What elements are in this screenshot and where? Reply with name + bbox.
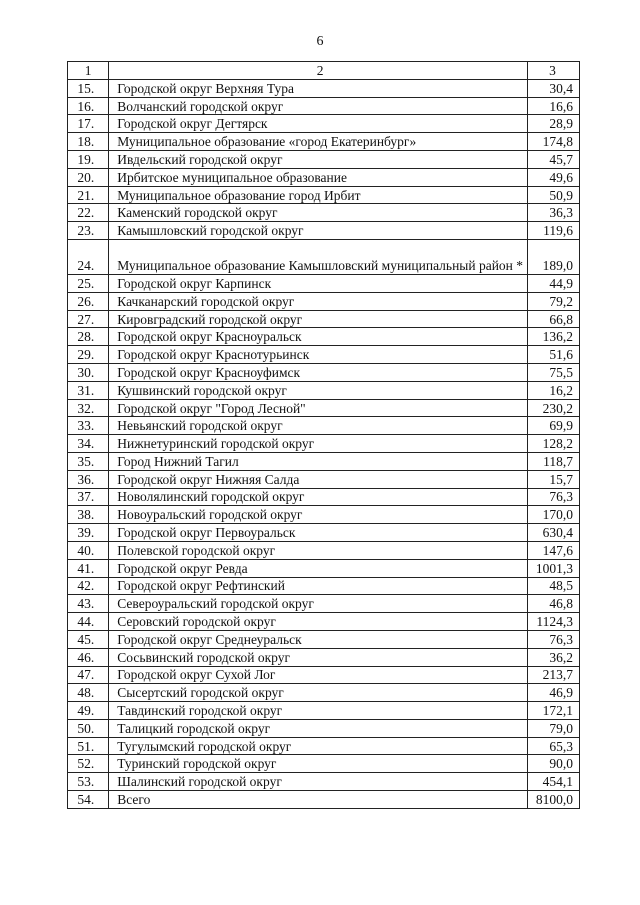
table-row: [68, 506, 580, 524]
row-name: Каменский городской округ: [109, 204, 528, 222]
row-value: 50,9: [528, 186, 580, 204]
table-row: [68, 133, 580, 151]
row-name: Новоуральский городской округ: [109, 506, 528, 524]
table-row: [68, 399, 580, 417]
row-value: 630,4: [528, 524, 580, 542]
row-number: 47.: [68, 666, 109, 684]
table-row: [68, 613, 580, 631]
table-row: [68, 737, 580, 755]
row-value: 15,7: [528, 470, 580, 488]
table-row: [68, 470, 580, 488]
row-number: 46.: [68, 648, 109, 666]
row-number: 50.: [68, 719, 109, 737]
table-row: [68, 292, 580, 310]
row-value: 76,3: [528, 630, 580, 648]
row-value: 51,6: [528, 346, 580, 364]
row-number: 52.: [68, 755, 109, 773]
row-name: Ирбитское муниципальное образование: [109, 168, 528, 186]
row-name: Сосьвинский городской округ: [109, 648, 528, 666]
row-value: 1124,3: [528, 613, 580, 631]
table-row: [68, 488, 580, 506]
row-number: 32.: [68, 399, 109, 417]
row-number: 26.: [68, 292, 109, 310]
table-row: [68, 79, 580, 97]
row-name: Кушвинский городской округ: [109, 381, 528, 399]
table-row: [68, 186, 580, 204]
table-row: [68, 168, 580, 186]
row-name: Серовский городской округ: [109, 613, 528, 631]
row-name: Городской округ Карпинск: [109, 274, 528, 292]
table-row: [68, 115, 580, 133]
row-value: 8100,0: [528, 791, 580, 809]
row-value: 174,8: [528, 133, 580, 151]
table-row: [68, 630, 580, 648]
row-name: Городской округ Среднеуральск: [109, 630, 528, 648]
row-value: 16,2: [528, 381, 580, 399]
row-name: Кировградский городской округ: [109, 310, 528, 328]
row-value: 65,3: [528, 737, 580, 755]
row-value: 79,0: [528, 719, 580, 737]
row-number: 25.: [68, 274, 109, 292]
row-value: 28,9: [528, 115, 580, 133]
row-name: Городской округ "Город Лесной": [109, 399, 528, 417]
table-row: [68, 363, 580, 381]
row-name: Североуральский городской округ: [109, 595, 528, 613]
row-number: 48.: [68, 684, 109, 702]
row-name: Новолялинский городской округ: [109, 488, 528, 506]
row-value: 44,9: [528, 274, 580, 292]
row-value: 76,3: [528, 488, 580, 506]
row-name: Волчанский городской округ: [109, 97, 528, 115]
row-value: 36,2: [528, 648, 580, 666]
row-name: Невьянский городской округ: [109, 417, 528, 435]
row-name: Муниципальное образование Камышловский муниципальный район *: [109, 239, 528, 274]
table-row: [68, 310, 580, 328]
header-col-2: 2: [109, 62, 528, 80]
table-row: [68, 435, 580, 453]
row-number: 35.: [68, 452, 109, 470]
row-number: 27.: [68, 310, 109, 328]
table-row: [68, 666, 580, 684]
table-body: [68, 79, 580, 808]
row-name: Городской округ Нижняя Салда: [109, 470, 528, 488]
row-value: 90,0: [528, 755, 580, 773]
row-number: 21.: [68, 186, 109, 204]
row-name: Городской округ Ревда: [109, 559, 528, 577]
row-number: 31.: [68, 381, 109, 399]
row-name: Городской округ Красноуральск: [109, 328, 528, 346]
table-row: [68, 452, 580, 470]
page-number: 6: [316, 34, 324, 49]
table-row: [68, 684, 580, 702]
row-name: Туринский городской округ: [109, 755, 528, 773]
row-number: 45.: [68, 630, 109, 648]
table-row: [68, 204, 580, 222]
table-row: [68, 222, 580, 240]
row-number: 16.: [68, 97, 109, 115]
row-number: 51.: [68, 737, 109, 755]
row-value: 1001,3: [528, 559, 580, 577]
row-value: 172,1: [528, 702, 580, 720]
row-number: 34.: [68, 435, 109, 453]
table-row: [68, 577, 580, 595]
table-header: [68, 62, 580, 80]
row-value: 119,6: [528, 222, 580, 240]
row-number: 33.: [68, 417, 109, 435]
row-value: 136,2: [528, 328, 580, 346]
table-row: [68, 417, 580, 435]
row-number: 28.: [68, 328, 109, 346]
table-row: [68, 773, 580, 791]
row-name: Камышловский городской округ: [109, 222, 528, 240]
row-name: Муниципальное образование «город Екатеринбург»: [109, 133, 528, 151]
row-number: 44.: [68, 613, 109, 631]
row-value: 49,6: [528, 168, 580, 186]
table-row: [68, 274, 580, 292]
row-number: 37.: [68, 488, 109, 506]
row-number: 41.: [68, 559, 109, 577]
row-number: 38.: [68, 506, 109, 524]
table-row: [68, 524, 580, 542]
table-row: [68, 755, 580, 773]
row-name: Шалинский городской округ: [109, 773, 528, 791]
row-number: 39.: [68, 524, 109, 542]
row-number: 17.: [68, 115, 109, 133]
row-name: Городской округ Сухой Лог: [109, 666, 528, 684]
table-row: [68, 328, 580, 346]
row-value: 48,5: [528, 577, 580, 595]
row-name: Городской округ Первоуральск: [109, 524, 528, 542]
row-number: 49.: [68, 702, 109, 720]
row-number: 42.: [68, 577, 109, 595]
row-value: 36,3: [528, 204, 580, 222]
row-name: Всего: [109, 791, 528, 809]
row-value: 46,8: [528, 595, 580, 613]
table-row: [68, 97, 580, 115]
row-name: Тугулымский городской округ: [109, 737, 528, 755]
row-number: 22.: [68, 204, 109, 222]
header-col-3: 3: [528, 62, 580, 80]
header-row: [68, 62, 580, 80]
row-number: 43.: [68, 595, 109, 613]
row-name: Качканарский городской округ: [109, 292, 528, 310]
row-value: 46,9: [528, 684, 580, 702]
table-row: [68, 239, 580, 274]
table-row: [68, 150, 580, 168]
table-row: [68, 381, 580, 399]
row-number: 30.: [68, 363, 109, 381]
row-value: 45,7: [528, 150, 580, 168]
table-row: [68, 702, 580, 720]
row-value: 213,7: [528, 666, 580, 684]
row-name: Муниципальное образование город Ирбит: [109, 186, 528, 204]
row-number: 36.: [68, 470, 109, 488]
row-number: 19.: [68, 150, 109, 168]
row-number: 40.: [68, 541, 109, 559]
header-col-1: 1: [68, 62, 109, 80]
row-name: Городской округ Дегтярск: [109, 115, 528, 133]
row-name: Сысертский городской округ: [109, 684, 528, 702]
row-number: 54.: [68, 791, 109, 809]
row-number: 20.: [68, 168, 109, 186]
row-name: Городской округ Краснотурьинск: [109, 346, 528, 364]
row-number: 24.: [68, 239, 109, 274]
row-name: Городской округ Рефтинский: [109, 577, 528, 595]
row-name: Ивдельский городской округ: [109, 150, 528, 168]
table-row: [68, 346, 580, 364]
table-row: [68, 595, 580, 613]
row-name: Талицкий городской округ: [109, 719, 528, 737]
row-value: 66,8: [528, 310, 580, 328]
row-value: 454,1: [528, 773, 580, 791]
row-value: 30,4: [528, 79, 580, 97]
row-value: 16,6: [528, 97, 580, 115]
row-value: 75,5: [528, 363, 580, 381]
row-name: Городской округ Верхняя Тура: [109, 79, 528, 97]
row-value: 170,0: [528, 506, 580, 524]
row-value: 69,9: [528, 417, 580, 435]
row-number: 18.: [68, 133, 109, 151]
table-row: [68, 559, 580, 577]
row-name: Городской округ Красноуфимск: [109, 363, 528, 381]
row-name: Полевской городской округ: [109, 541, 528, 559]
row-value: 230,2: [528, 399, 580, 417]
data-table: [67, 61, 580, 809]
row-value: 147,6: [528, 541, 580, 559]
row-number: 23.: [68, 222, 109, 240]
table-row: [68, 719, 580, 737]
row-number: 15.: [68, 79, 109, 97]
row-number: 53.: [68, 773, 109, 791]
row-name: Город Нижний Тагил: [109, 452, 528, 470]
row-value: 189,0: [528, 239, 580, 274]
row-value: 128,2: [528, 435, 580, 453]
table-row: [68, 791, 580, 809]
row-value: 79,2: [528, 292, 580, 310]
table-row: [68, 541, 580, 559]
row-value: 118,7: [528, 452, 580, 470]
row-name: Тавдинский городской округ: [109, 702, 528, 720]
row-name: Нижнетуринский городской округ: [109, 435, 528, 453]
table-row: [68, 648, 580, 666]
row-number: 29.: [68, 346, 109, 364]
